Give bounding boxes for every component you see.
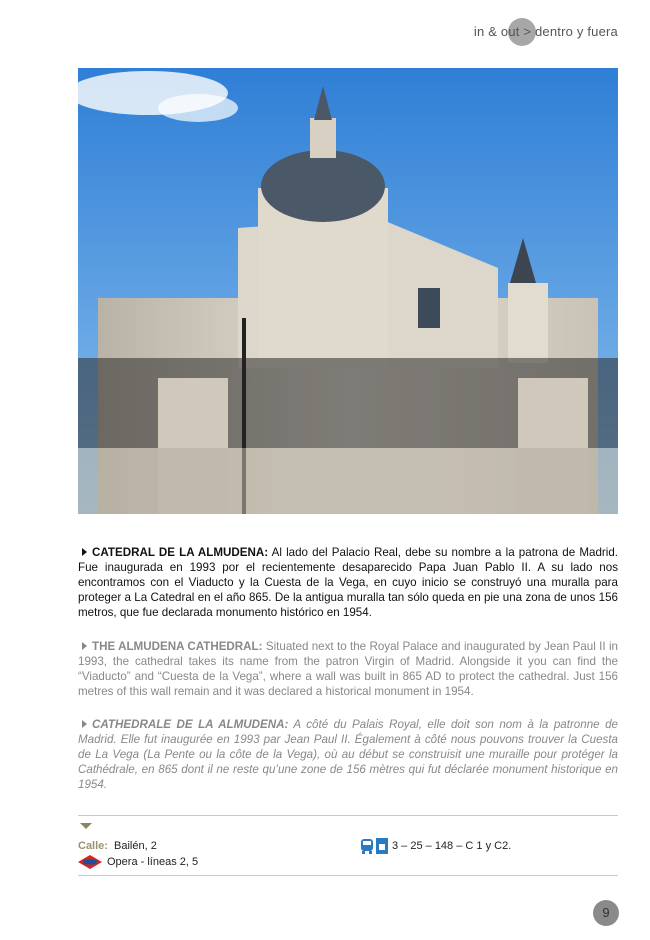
page-number: 9 [593,900,619,926]
emt-logo-icon [376,838,388,854]
divider-top [78,815,618,816]
bullet-triangle-icon [82,720,87,728]
bus-icon [360,838,374,854]
metro-info: Opera - líneas 2, 5 [78,855,198,869]
bus-info: 3 – 25 – 148 – C 1 y C2. [360,838,511,854]
divider-bottom [78,875,618,876]
bullet-triangle-icon [82,548,87,556]
section-header: in & out > dentro y fuera [474,24,618,39]
metro-logo-icon [78,855,102,869]
down-triangle-icon [80,823,92,829]
street-info: Calle: Bailén, 2 [78,840,157,852]
paragraph-french: CATHEDRALE DE LA ALMUDENA: A côté du Palais Royal, elle doit son nom à la patronne de Madrid. Elle fut inaugurée en 1993 par Jean Paul II. Également à côté nous pouvons trouver la Cuesta de La Vega (La Pente ou la côte de la Vega), où au début se construisit une muraille pour protéger la Cathédrale, en 865 dont il ne reste qu’une zone de 156 mètres qui fut déclarée monument historique en 1954. [78,718,618,791]
paragraph-spanish: CATEDRAL DE LA ALMUDENA: Al lado del Palacio Real, debe su nombre a la patrona de Madrid. Fue inaugurada en 1993 por el recientemente desaparecido Papa Juan Pablo II. A su lado nos encontramos con el Viaducto y la Cuesta de la Vega, en cuyo inicio se construyó una muralla para proteger a La Catedral en el año 865. De la antigua muralla tan sólo queda en pie una zona de unos 156 metros, que fue declarada monumento histórico en 1954. [78,546,619,619]
bullet-triangle-icon [82,642,87,650]
cathedral-photo [78,68,618,514]
paragraph-english: THE ALMUDENA CATHEDRAL: Situated next to the Royal Palace and inaugurated by Jean Paul II in 1993, the cathedral takes its name from the patron Virgin of Madrid. Alongside it you can find the “Viaducto” and “Cuesta de la Vega”, where a wall was built in 865 AD to protect the cathedral. Just 156 metres of this wall remain and it was declared a historical monument in 1954. [78,640,618,698]
